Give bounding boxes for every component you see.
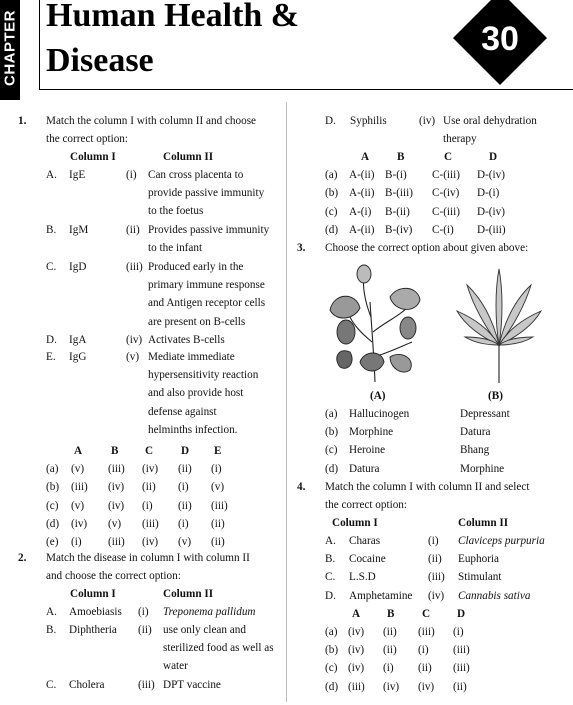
chapter-title-line2: Disease [46,42,154,79]
q1-option-value: (i) [211,463,222,475]
q4-option-value: (iv) [348,662,365,675]
q2-row-col1: Cholera [69,679,105,691]
q1-option-label: (e) [46,536,59,549]
q2-option-value: C-(iv) [432,187,460,200]
q1-option-value: (iv) [108,481,125,494]
q1-option-value: (ii) [178,463,192,475]
q4-row-roman: (iii) [428,571,445,584]
q4-option-value: (i) [453,626,464,638]
q4-option-value: (iii) [418,626,435,638]
q4-option-value: (ii) [383,644,397,657]
q2-option-value: C-(iii) [432,169,460,181]
q1-row-col2: defense against [148,405,217,418]
q3-option-b: Datura [460,426,491,439]
q4-option-value: (ii) [453,680,467,693]
q1-row-col2: helminths infection. [148,423,238,436]
q3-option-label: (d) [325,462,339,475]
q2-option-label: (b) [325,187,339,200]
q4-stem: Match the column I with column II and select [325,481,530,493]
q1-row-col1: IgA [69,334,87,346]
q4-option-value: (ii) [418,662,432,675]
q4-row-key: A. [325,535,336,547]
q1-option-value: (iii) [71,481,88,494]
q2-option-value: B-(iii) [385,187,413,200]
q2-option-value: D-(i) [477,187,500,200]
q3-figure-a-label: (A) [370,390,386,402]
q1-option-value: (iii) [142,517,159,530]
q3-option-b: Depressant [460,408,510,420]
q2-stem: and choose the correct option: [46,570,181,582]
q4-option-header: C [422,608,431,620]
q2-row-col2: use only clean and [163,624,246,636]
q1-row-col2: Mediate immediate [148,351,235,363]
q4-option-label: (c) [325,662,338,675]
q2-row-key: D. [325,115,336,127]
q3-option-a: Datura [349,462,380,475]
poppy-plant-figure [320,262,430,387]
q2-row-col2: therapy [443,133,477,146]
q4-row-col2: Claviceps purpuria [458,535,545,547]
q1-row-key: C. [46,261,57,273]
q1-option-label: (a) [46,463,59,475]
q1-row-roman: (v) [126,351,140,363]
q2-option-value: D-(iv) [477,169,505,181]
q4-row-col2: Euphoria [458,553,500,566]
q1-row-key: D. [46,334,57,346]
q1-option-value: (v) [108,517,122,530]
q1-row-col2: primary immune response [148,279,265,292]
q4-option-value: (iv) [383,680,400,693]
q2-option-value: D-(iv) [477,205,505,218]
q4-option-value: (iii) [453,662,470,675]
q1-option-value: (i) [71,536,82,549]
q4-option-value: (iii) [453,644,470,657]
q3-option-b: Bhang [460,444,490,457]
q3-option-label: (c) [325,444,338,457]
q1-option-value: (iv) [108,499,125,512]
q3-figure-b-label: (B) [488,390,503,402]
q1-option-value: (i) [178,517,189,530]
q2-row-col2: Treponema pallidum [163,606,256,618]
q4-col2-header: Column II [458,517,509,529]
q4-row-key: B. [325,553,336,566]
q1-row-col1: IgE [69,169,86,181]
q1-row-col2: are present on B-cells [148,315,246,328]
q1-option-value: (i) [178,481,189,494]
q4-row-key: D. [325,589,336,602]
q2-row-key: C. [46,679,57,691]
q1-option-value: (iii) [108,536,125,549]
q4-option-value: (i) [383,662,394,675]
chapter-label: CHAPTER [1,9,19,87]
q4-option-label: (a) [325,626,338,638]
q1-col1-header: Column I [70,151,116,163]
q2-option-value: A-(i) [349,205,372,218]
q4-option-header: B [387,608,395,620]
q2-option-value: C-(i) [432,223,454,236]
q3-option-b: Morphine [460,462,505,475]
q4-col1-header: Column I [332,517,378,529]
q1-option-label: (b) [46,481,60,494]
chapter-title-line1: Human Health & [46,0,300,34]
q1-option-header: B [111,445,119,457]
q4-row-col1: Cocaine [349,553,386,566]
q1-option-value: (iv) [142,463,159,475]
q4-row-col1: Charas [349,535,381,547]
q2-col1-header: Column I [70,588,116,600]
q4-row-col2: Stimulant [458,571,502,584]
q1-option-value: (v) [178,536,192,549]
chapter-number: 30 [481,20,519,58]
q4-option-header: D [457,608,466,620]
q2-row-col2: water [163,660,188,673]
q1-row-col2: Provides passive immunity [148,224,270,236]
q1-row-roman: (ii) [126,224,140,236]
q1-row-col2: and also provide host [148,387,244,400]
q1-option-value: (ii) [211,536,225,549]
q2-number: 2. [18,552,27,564]
cannabis-leaf-figure [455,265,543,387]
q2-option-value: A-(ii) [349,187,375,200]
q1-row-col2: to the infant [148,242,203,255]
q4-option-value: (iv) [348,626,365,638]
q1-row-col1: IgM [69,224,89,236]
q2-row-roman: (iv) [419,115,436,127]
q4-row-roman: (i) [428,535,439,547]
q2-row-col2: Use oral dehydration [443,115,537,127]
q2-option-value: C-(iii) [432,205,460,218]
q3-option-a: Hallucinogen [349,408,410,420]
q4-row-col1: L.S.D [349,571,376,584]
q4-stem: the correct option: [325,499,408,511]
q1-option-header: A [74,445,83,457]
q1-option-value: (ii) [178,499,192,512]
q2-option-header: B [397,151,405,163]
q1-row-roman: (i) [126,169,137,181]
q4-option-label: (d) [325,680,339,693]
q2-option-header: D [489,151,498,163]
q1-row-col2: provide passive immunity [148,187,265,200]
q1-row-roman: (iv) [126,334,143,346]
q1-stem: Match the column I with column II and choose [46,115,257,127]
q1-option-header: C [145,445,154,457]
q4-option-value: (iv) [418,680,435,693]
q1-row-key: E. [46,351,56,363]
q4-option-value: (iv) [348,644,365,657]
q1-option-value: (v) [71,499,85,512]
q2-option-label: (d) [325,223,339,236]
column-separator [286,102,287,702]
q1-row-col2: Activates B-cells [148,334,225,346]
q1-option-value: (ii) [142,481,156,494]
header-rule-horizontal [39,89,573,90]
q2-row-roman: (iii) [138,679,155,691]
q3-option-label: (b) [325,426,339,439]
q2-option-header: C [444,151,453,163]
q2-option-value: B-(i) [385,169,407,181]
q1-row-roman: (iii) [126,261,143,273]
q1-option-label: (c) [46,499,59,512]
q2-option-label: (c) [325,205,338,218]
q4-row-col1: Amphetamine [349,589,413,602]
q2-row-col1: Amoebiasis [69,606,122,618]
q4-option-value: (i) [418,644,429,657]
q1-row-col1: IgG [69,351,87,363]
q2-row-col2: sterilized food as well as [163,642,274,655]
q1-option-value: (iii) [108,463,125,475]
q1-option-header: E [214,445,222,457]
q1-row-col2: hypersensitivity reaction [148,369,259,382]
q1-option-value: (iv) [71,517,88,530]
q1-option-value: (i) [142,499,153,512]
q2-row-key: B. [46,624,57,636]
q2-row-col2: DPT vaccine [163,679,221,691]
q4-option-value: (iii) [348,680,365,693]
q2-stem: Match the disease in column I with column II [46,552,250,564]
header-rule-vertical [39,0,40,90]
q4-option-label: (b) [325,644,339,657]
q2-option-value: D-(iii) [477,223,506,236]
q4-row-roman: (ii) [428,553,442,566]
q2-row-roman: (i) [138,606,149,618]
q1-row-col2: Can cross placenta to [148,169,244,181]
q3-stem: Choose the correct option about given above: [325,242,529,254]
q2-row-key: A. [46,606,57,618]
q2-option-value: A-(ii) [349,169,375,181]
q2-option-value: B-(iv) [385,223,413,236]
q1-row-key: A. [46,169,57,181]
q1-row-col2: Produced early in the [148,261,244,273]
q1-option-value: (v) [211,481,225,494]
q1-number: 1. [18,115,27,127]
q1-row-col1: IgD [69,261,87,273]
q1-option-value: (v) [71,463,85,475]
q4-row-roman: (iv) [428,589,445,602]
q1-row-key: B. [46,224,57,236]
q1-row-col2: to the foetus [148,205,204,218]
q2-option-header: A [361,151,370,163]
q1-option-value: (iv) [142,536,159,549]
q1-col2-header: Column II [163,151,214,163]
q4-option-value: (ii) [383,626,397,638]
q2-option-value: B-(ii) [385,205,410,218]
q2-option-value: A-(ii) [349,223,375,236]
q1-option-header: D [181,445,190,457]
q2-col2-header: Column II [163,588,214,600]
q1-option-value: (ii) [211,517,225,530]
q1-row-col2: and Antigen receptor cells [148,297,266,310]
q4-option-header: A [352,608,361,620]
q3-number: 3. [297,242,306,254]
q3-option-a: Heroine [349,444,386,457]
q4-row-key: C. [325,571,336,584]
q1-option-label: (d) [46,517,60,530]
q2-option-label: (a) [325,169,338,181]
q4-row-col2: Cannabis sativa [458,589,531,602]
q2-row-col1: Syphilis [350,115,387,127]
q3-option-a: Morphine [349,426,394,439]
q3-option-label: (a) [325,408,338,420]
q1-stem: the correct option: [46,133,129,145]
q2-row-roman: (ii) [138,624,152,636]
q2-row-col1: Diphtheria [69,624,117,636]
q4-number: 4. [297,481,306,493]
q1-option-value: (iii) [211,499,228,512]
